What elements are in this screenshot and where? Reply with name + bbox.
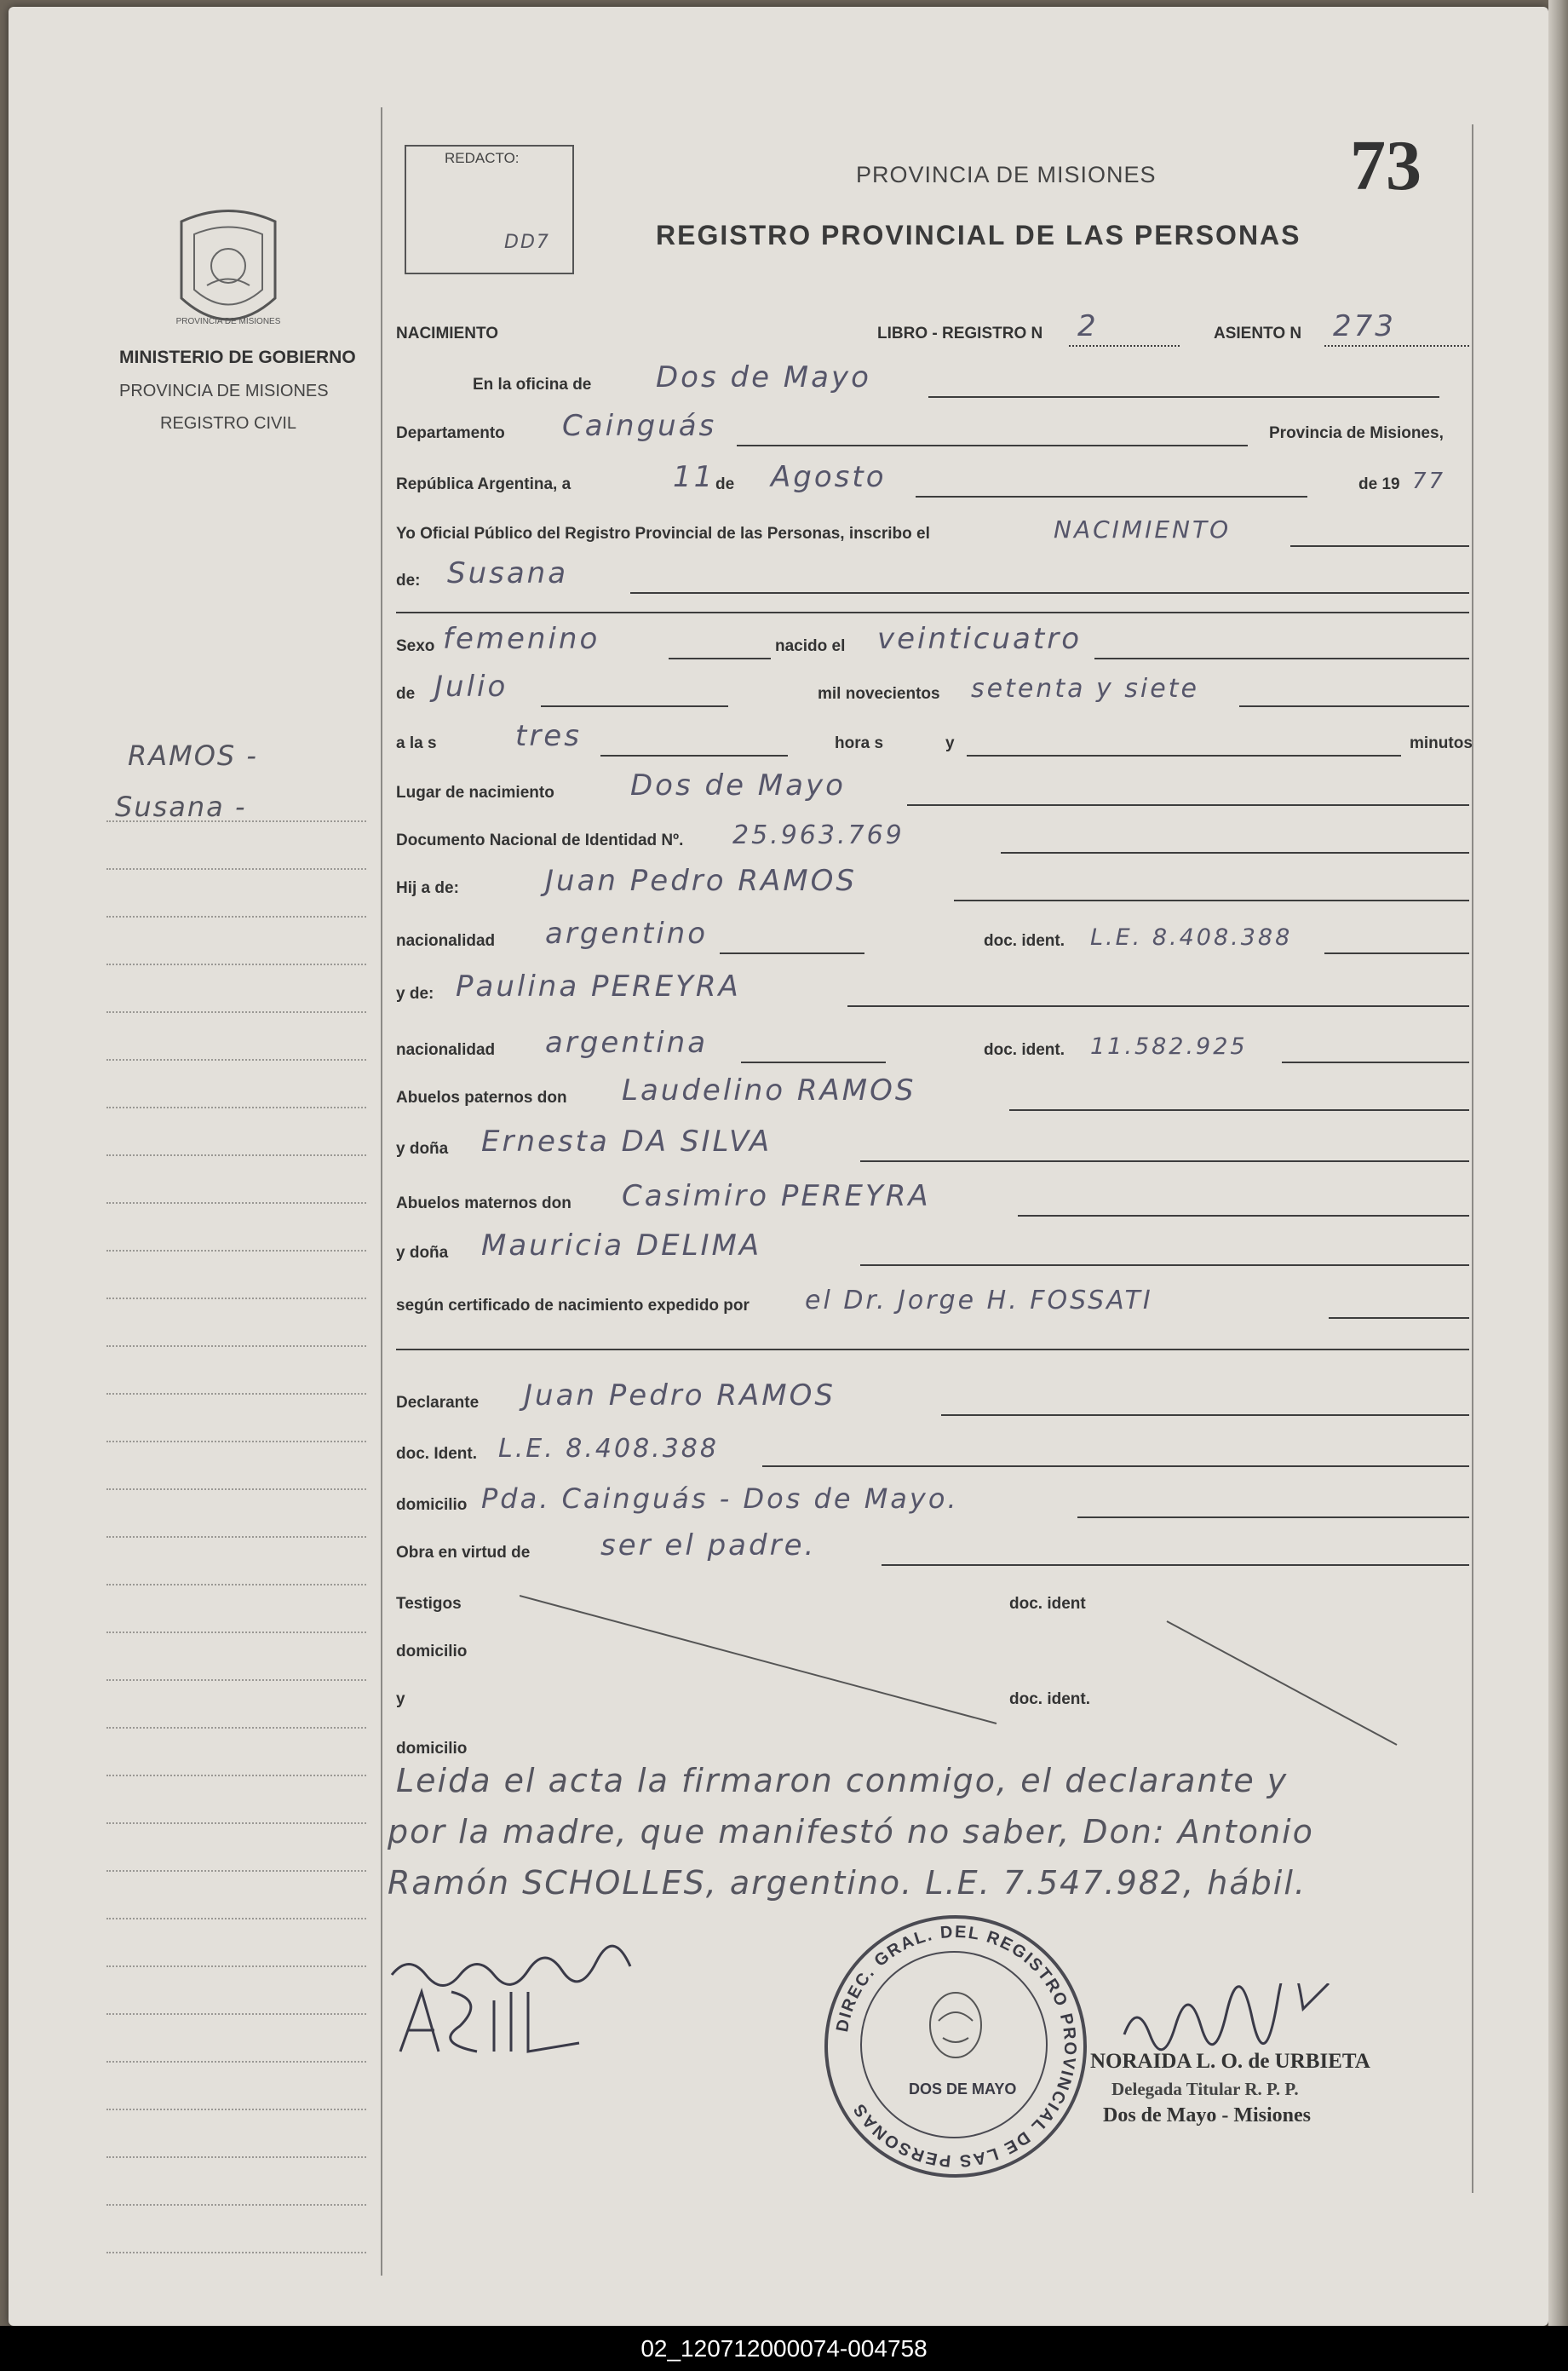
nac1-value: argentino xyxy=(545,917,708,951)
row-hora xyxy=(396,711,1473,760)
footer-id: 02_120712000074-004758 xyxy=(0,2326,1568,2371)
nombre-line xyxy=(630,592,1469,594)
closing-line-2: por la madre, que manifestó no saber, Don: Antonio xyxy=(388,1813,1314,1850)
province-label-left: PROVINCIA DE MISIONES xyxy=(119,382,329,400)
margin-dotted-line xyxy=(106,1965,366,1967)
row-sexo xyxy=(396,613,1469,663)
departamento-line xyxy=(737,445,1248,446)
row-abmat2 xyxy=(396,1220,1469,1269)
row-madre xyxy=(396,961,1469,1010)
row-republica xyxy=(396,452,1469,501)
row-nac2 xyxy=(396,1017,1469,1067)
domicilio-line xyxy=(1077,1516,1469,1518)
domicilio-value: Pda. Cainguás - Dos de Mayo. xyxy=(481,1482,959,1515)
mes-nac-line xyxy=(541,705,728,707)
row-nombre xyxy=(396,548,1469,597)
declarante-value: Juan Pedro RAMOS xyxy=(524,1378,836,1413)
dni-line xyxy=(1001,852,1469,854)
margin-dotted-line xyxy=(106,2061,366,2063)
asiento-line xyxy=(1324,345,1469,347)
row-nac1 xyxy=(396,908,1469,958)
nac2-value: argentina xyxy=(545,1026,709,1060)
mes-line xyxy=(916,496,1307,498)
row-abpat2 xyxy=(396,1116,1469,1165)
ydona1-label: y doña xyxy=(396,1140,449,1158)
obra-label: Obra en virtud de xyxy=(396,1544,531,1562)
emblem-text: PROVINCIA DE MISIONES xyxy=(175,317,281,326)
declarante-line xyxy=(941,1414,1469,1416)
margin-dotted-line xyxy=(106,1870,366,1872)
doct1-label: doc. ident xyxy=(1009,1595,1086,1613)
margin-dotted-line xyxy=(106,1011,366,1013)
margin-dotted-line xyxy=(106,1298,366,1299)
page-binding-edge xyxy=(1548,0,1568,2334)
domicilio-label: domicilio xyxy=(396,1496,468,1514)
departamento-value: Cainguás xyxy=(562,409,717,443)
row-oficina xyxy=(396,352,1469,401)
abmat2-value: Mauricia DELIMA xyxy=(481,1229,762,1263)
margin-dotted-line xyxy=(106,916,366,918)
minutos-line xyxy=(967,755,1401,757)
ministry-label: MINISTERIO DE GOBIERNO xyxy=(119,348,356,367)
minutos-label: minutos xyxy=(1410,734,1473,752)
margin-dotted-line xyxy=(106,2109,366,2110)
page-number: 73 xyxy=(1350,126,1422,205)
margin-note-surname: RAMOS - xyxy=(128,739,258,772)
anio-value: 77 xyxy=(1412,469,1446,494)
margin-dotted-line xyxy=(106,1822,366,1824)
oficina-line xyxy=(928,396,1439,398)
doc1-line xyxy=(1324,952,1469,954)
row-docdecl xyxy=(396,1421,1469,1470)
nacido-value: veinticuatro xyxy=(877,622,1082,656)
abmat-line xyxy=(1018,1215,1469,1217)
oficina-value: Dos de Mayo xyxy=(656,360,871,394)
oficial-value: NACIMIENTO xyxy=(1054,515,1232,544)
margin-dotted-line xyxy=(106,1536,366,1538)
margin-dotted-line xyxy=(106,1345,366,1347)
madre-value: Paulina PEREYRA xyxy=(456,970,741,1004)
margin-dotted-line xyxy=(106,2013,366,2015)
row-mes-nac xyxy=(396,661,1469,711)
nac2-line xyxy=(741,1062,886,1063)
libro-line xyxy=(1069,345,1180,347)
row-obra xyxy=(396,1520,1469,1569)
asiento-value: 273 xyxy=(1333,309,1396,343)
lugar-line xyxy=(907,804,1469,806)
ydona2-label: y doña xyxy=(396,1244,449,1262)
lugar-label: Lugar de nacimiento xyxy=(396,784,554,802)
margin-dotted-line xyxy=(106,1632,366,1633)
row-abpat xyxy=(396,1065,1469,1114)
margin-dotted-line xyxy=(106,1918,366,1919)
seal-center-text: DOS DE MAYO xyxy=(909,2080,1017,2098)
doct2-label: doc. ident. xyxy=(1009,1690,1090,1708)
dni-label: Documento Nacional de Identidad Nº. xyxy=(396,832,684,849)
nacido-label: nacido el xyxy=(775,637,846,655)
row-abmat xyxy=(396,1171,1469,1220)
row-cert xyxy=(396,1273,1469,1322)
seal-portrait-icon xyxy=(917,1987,994,2072)
row-padre xyxy=(396,855,1469,905)
registry-title: REGISTRO PROVINCIAL DE LAS PERSONAS xyxy=(656,220,1301,250)
hija-label: Hij a de: xyxy=(396,879,459,897)
form-right-border xyxy=(1472,124,1473,2193)
hora-value: tres xyxy=(515,719,582,753)
de2-label: de: xyxy=(396,572,421,590)
seal-text: DIREC. GRAL. DEL REGISTRO PROVINCIAL DE LAS PERSONAS xyxy=(833,1922,1080,2171)
abpat2-value: Ernesta DA SILVA xyxy=(481,1125,773,1159)
nac2-label: nacionalidad xyxy=(396,1041,496,1059)
margin-dotted-line xyxy=(106,2204,366,2206)
padre-line xyxy=(954,900,1469,901)
abmat-value: Casimiro PEREYRA xyxy=(622,1179,931,1213)
alas-label: a la s xyxy=(396,734,437,752)
margin-dotted-line xyxy=(106,2252,366,2253)
hora-line xyxy=(600,755,788,757)
mil-value: setenta y siete xyxy=(971,674,1199,704)
asiento-label: ASIENTO N xyxy=(1214,325,1302,342)
redacto-initials: DD7 xyxy=(504,232,550,253)
margin-note-name: Susana - xyxy=(115,791,247,823)
docdecl-label: doc. Ident. xyxy=(396,1445,477,1463)
nombre-value: Susana xyxy=(447,556,569,590)
y-label: y xyxy=(945,734,955,752)
abpat2-line xyxy=(860,1160,1469,1162)
padre-value: Juan Pedro RAMOS xyxy=(545,864,857,898)
republica-label: República Argentina, a xyxy=(396,475,571,493)
cert-label: según certificado de nacimiento expedido por xyxy=(396,1297,750,1315)
doc2-value: 11.582.925 xyxy=(1090,1033,1248,1060)
nac1-line xyxy=(720,952,864,954)
closing-line-3: Ramón SCHOLLES, argentino. L.E. 7.547.982, hábil. xyxy=(388,1864,1307,1902)
form-left-border xyxy=(381,107,382,2276)
margin-dotted-line xyxy=(106,1584,366,1585)
row-act-type xyxy=(396,301,1469,350)
redacto-label: REDACTO: xyxy=(445,150,520,166)
docdecl-line xyxy=(762,1465,1469,1467)
sexo-line xyxy=(669,658,771,659)
margin-dotted-line xyxy=(106,1059,366,1061)
abmat-label: Abuelos maternos don xyxy=(396,1194,571,1212)
document-sheet xyxy=(9,7,1548,2326)
hora-label: hora s xyxy=(835,734,884,752)
libro-value: 2 xyxy=(1077,309,1099,343)
obra-line xyxy=(882,1564,1469,1566)
margin-dotted-line xyxy=(106,2156,366,2158)
anio-label: de 19 xyxy=(1358,475,1400,493)
margin-dotted-line xyxy=(106,868,366,870)
margin-dotted-line xyxy=(106,1154,366,1156)
provincia-suffix: Provincia de Misiones, xyxy=(1269,424,1444,442)
official-signature xyxy=(1116,1983,1337,2052)
mes-nac-value: Julio xyxy=(434,670,508,704)
departamento-label: Departamento xyxy=(396,424,505,442)
abpat-label: Abuelos paternos don xyxy=(396,1089,567,1107)
yde-label: y de: xyxy=(396,985,434,1003)
abpat-value: Laudelino RAMOS xyxy=(622,1073,916,1108)
cert-value: el Dr. Jorge H. FOSSATI xyxy=(805,1286,1153,1315)
official-place: Dos de Mayo - Misiones xyxy=(1103,2104,1311,2126)
sexo-value: femenino xyxy=(443,622,600,656)
obra-value: ser el padre. xyxy=(600,1528,817,1562)
provincial-emblem-icon xyxy=(164,204,292,341)
madre-line xyxy=(847,1005,1469,1007)
mes-value: Agosto xyxy=(771,460,887,494)
sexo-label: Sexo xyxy=(396,637,435,655)
mil-label: mil novecientos xyxy=(818,685,940,703)
oficina-label: En la oficina de xyxy=(473,376,592,394)
doc1-value: L.E. 8.408.388 xyxy=(1090,924,1293,951)
y2-label: y xyxy=(396,1690,405,1708)
declarant-signature xyxy=(383,1941,673,2069)
margin-dotted-line xyxy=(106,1775,366,1776)
oficial-line xyxy=(1290,545,1469,547)
redacto-box xyxy=(405,145,574,274)
row-dni xyxy=(396,808,1469,857)
closing-line-1: Leida el acta la firmaron conmigo, el declarante y xyxy=(396,1762,1289,1799)
declarante-label: Declarante xyxy=(396,1394,480,1412)
mil-line xyxy=(1239,705,1469,707)
cert-second-line xyxy=(396,1349,1469,1350)
margin-dotted-line xyxy=(106,1727,366,1729)
docdecl-value: L.E. 8.408.388 xyxy=(498,1434,719,1464)
lugar-value: Dos de Mayo xyxy=(630,768,846,803)
margin-dotted-line xyxy=(106,964,366,965)
official-role: Delegada Titular R. P. P. xyxy=(1111,2079,1299,2099)
doc2-line xyxy=(1282,1062,1469,1063)
doc2-label: doc. ident. xyxy=(984,1041,1065,1059)
official-name: NORAIDA L. O. de URBIETA xyxy=(1090,2050,1370,2073)
witness-strike-lines xyxy=(520,1587,1473,1758)
nac1-label: nacionalidad xyxy=(396,932,496,950)
oficial-label: Yo Oficial Público del Registro Provincial de las Personas, inscribo el xyxy=(396,525,930,543)
margin-dotted-line xyxy=(106,1107,366,1108)
margin-dotted-line xyxy=(106,1393,366,1395)
margin-dotted-line xyxy=(106,1250,366,1252)
official-seal xyxy=(824,1915,1087,2178)
registry-label-left: REGISTRO CIVIL xyxy=(160,414,297,433)
dni-value: 25.963.769 xyxy=(732,820,905,850)
province-title: PROVINCIA DE MISIONES xyxy=(856,162,1157,187)
margin-dotted-line xyxy=(106,1441,366,1442)
cert-line xyxy=(1329,1317,1469,1319)
de-label: de xyxy=(715,475,735,493)
dia-value: 11 xyxy=(673,460,715,494)
row-lugar xyxy=(396,760,1469,809)
act-type-label: NACIMIENTO xyxy=(396,325,498,342)
doc1-label: doc. ident. xyxy=(984,932,1065,950)
de3-label: de xyxy=(396,685,416,703)
abmat2-line xyxy=(860,1264,1469,1266)
dom2-label: domicilio xyxy=(396,1740,468,1758)
row-departamento xyxy=(396,400,1469,450)
row-declarante xyxy=(396,1370,1469,1419)
margin-dotted-line xyxy=(106,1202,366,1204)
margin-dotted-line xyxy=(106,1679,366,1681)
margin-dotted-line xyxy=(106,820,366,822)
libro-label: LIBRO - REGISTRO N xyxy=(877,325,1043,342)
testigos-label: Testigos xyxy=(396,1595,462,1613)
abpat-line xyxy=(1009,1109,1469,1111)
dom1-label: domicilio xyxy=(396,1643,468,1660)
row-oficial xyxy=(396,501,1469,550)
nacido-line xyxy=(1094,658,1469,659)
row-domicilio xyxy=(396,1472,1469,1522)
margin-dotted-line xyxy=(106,1488,366,1490)
